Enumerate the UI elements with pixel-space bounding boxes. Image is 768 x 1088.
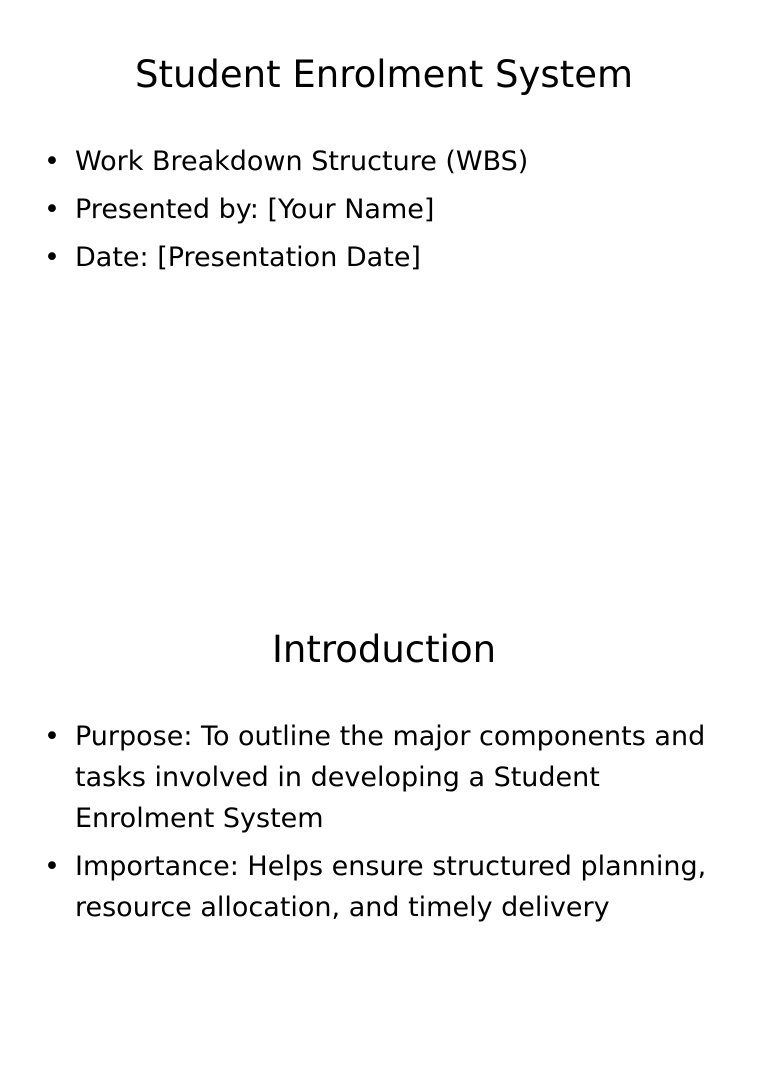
bullet-text: Importance: Helps ensure structured planning, resource allocation, and timely delivery xyxy=(75,851,707,923)
bullet-text: Date: [Presentation Date] xyxy=(75,242,421,273)
bullet-text: Work Breakdown Structure (WBS) xyxy=(75,146,529,177)
bullet-item xyxy=(44,716,734,839)
bullet-item xyxy=(44,237,734,278)
bullet-list xyxy=(44,716,734,935)
slide-title-page xyxy=(0,0,768,512)
bullet-list xyxy=(44,141,734,285)
bullet-item xyxy=(44,189,734,230)
bullet-text: Purpose: To outline the major components and tasks involved in developing a Student Enrolment System xyxy=(75,721,706,834)
bullet-icon: • xyxy=(44,851,60,882)
slide-introduction xyxy=(0,576,768,1088)
bullet-item xyxy=(44,141,734,182)
bullet-text: Presented by: [Your Name] xyxy=(75,194,435,225)
slide-title: Introduction xyxy=(271,628,497,671)
bullet-item xyxy=(44,846,734,928)
bullet-icon: • xyxy=(44,194,60,225)
bullet-icon: • xyxy=(44,721,60,752)
slide-title: Student Enrolment System xyxy=(134,53,634,96)
bullet-icon: • xyxy=(44,146,60,177)
bullet-icon: • xyxy=(44,242,60,273)
